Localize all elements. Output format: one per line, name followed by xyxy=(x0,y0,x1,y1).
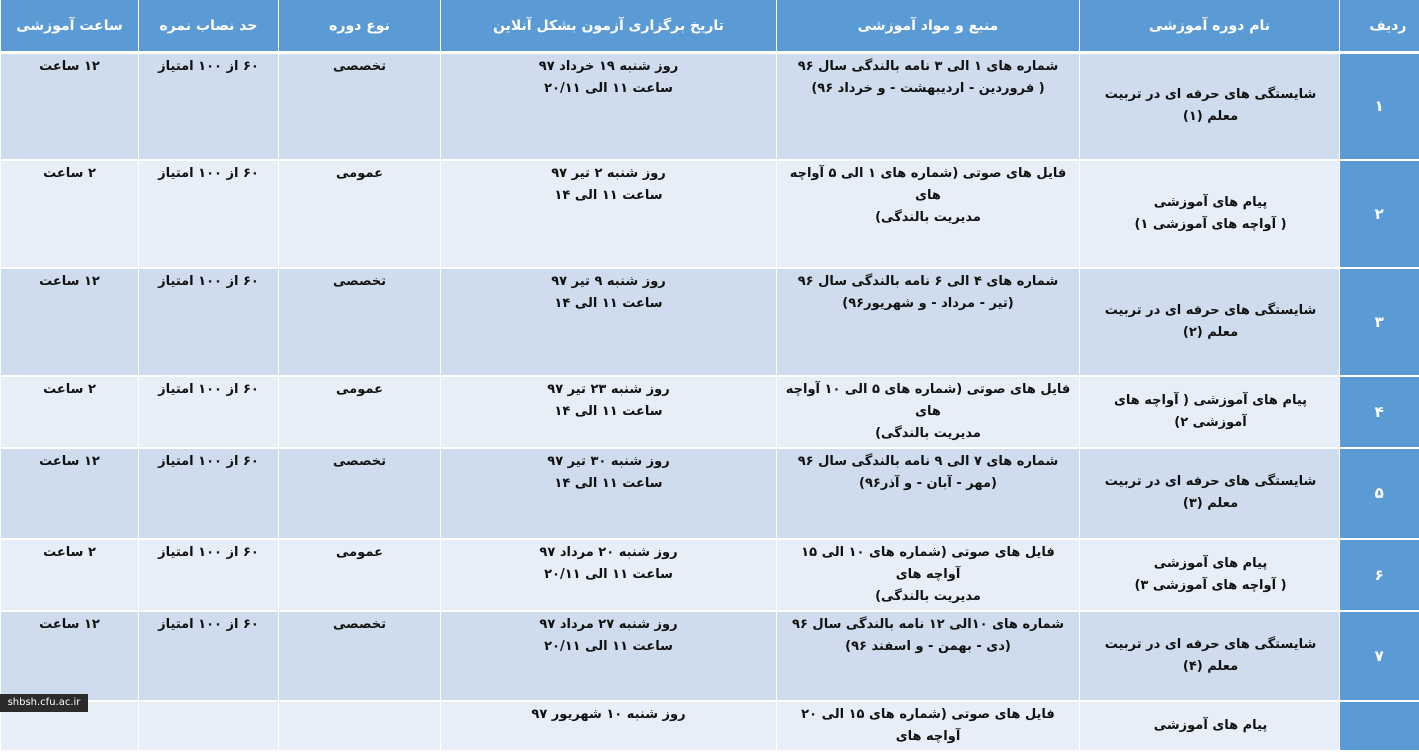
pass-score: ۶۰ از ۱۰۰ امتیاز xyxy=(139,268,279,376)
course-type: عمومی xyxy=(279,539,441,611)
training-hours: ۲ ساعت xyxy=(1,539,139,611)
pass-score xyxy=(139,701,279,751)
course-type: تخصصی xyxy=(279,268,441,376)
course-name: شایستگی های حرفه ای در تربیت معلم (۲) xyxy=(1080,268,1340,376)
course-source: شماره های ۴ الی ۶ نامه بالندگی سال ۹۶ (تیر - مرداد - و شهریور۹۶) xyxy=(777,268,1080,376)
course-name: شایستگی های حرفه ای در تربیت معلم (۳) xyxy=(1080,448,1340,539)
row-number: ۴ xyxy=(1340,376,1419,448)
exam-date: روز شنبه ۲۷ مرداد ۹۷ ساعت ۱۱ الی ۲۰/۱۱ xyxy=(441,611,777,701)
training-hours: ۲ ساعت xyxy=(1,376,139,448)
training-hours: ۱۲ ساعت xyxy=(1,53,139,160)
table-row xyxy=(1,53,1419,160)
course-source: فایل های صوتی (شماره های ۱ الی ۵ آواچه های مدیریت بالندگی) xyxy=(777,160,1080,268)
header-course-type: نوع دوره xyxy=(279,0,441,53)
course-type xyxy=(279,701,441,751)
training-hours: ۱۲ ساعت xyxy=(1,611,139,701)
row-number: ۷ xyxy=(1340,611,1419,701)
exam-date: روز شنبه ۳۰ تیر ۹۷ ساعت ۱۱ الی ۱۴ xyxy=(441,448,777,539)
training-hours: ۲ ساعت xyxy=(1,160,139,268)
row-number: ۲ xyxy=(1340,160,1419,268)
course-name: شایستگی های حرفه ای در تربیت معلم (۱) xyxy=(1080,53,1340,160)
course-source: فایل های صوتی (شماره های ۱۵ الی ۲۰ آواچه های xyxy=(777,701,1080,751)
pass-score: ۶۰ از ۱۰۰ امتیاز xyxy=(139,160,279,268)
table-row xyxy=(1,376,1419,448)
site-watermark: shbsh.cfu.ac.ir xyxy=(0,694,88,712)
row-number: ۱ xyxy=(1340,53,1419,160)
header-course-name: نام دوره آموزشی xyxy=(1080,0,1340,53)
table-row xyxy=(1,539,1419,611)
course-source: شماره های ۱ الی ۳ نامه بالندگی سال ۹۶ ( فروردین - اردیبهشت - و خرداد ۹۶) xyxy=(777,53,1080,160)
header-source: منبع و مواد آموزشی xyxy=(777,0,1080,53)
row-number xyxy=(1340,701,1419,751)
exam-date: روز شنبه ۲۳ تیر ۹۷ ساعت ۱۱ الی ۱۴ xyxy=(441,376,777,448)
table-row xyxy=(1,611,1419,701)
table-row xyxy=(1,268,1419,376)
course-source: فایل های صوتی (شماره های ۱۰ الی ۱۵ آواچه های مدیریت بالندگی) xyxy=(777,539,1080,611)
exam-date: روز شنبه ۱۰ شهریور ۹۷ xyxy=(441,701,777,751)
exam-date: روز شنبه ۲ تیر ۹۷ ساعت ۱۱ الی ۱۴ xyxy=(441,160,777,268)
exam-date: روز شنبه ۹ تیر ۹۷ ساعت ۱۱ الی ۱۴ xyxy=(441,268,777,376)
table-row xyxy=(1,448,1419,539)
course-source: فایل های صوتی (شماره های ۵ الی ۱۰ آواچه های مدیریت بالندگی) xyxy=(777,376,1080,448)
pass-score: ۶۰ از ۱۰۰ امتیاز xyxy=(139,448,279,539)
course-type: تخصصی xyxy=(279,611,441,701)
training-hours: ۱۲ ساعت xyxy=(1,268,139,376)
pass-score: ۶۰ از ۱۰۰ امتیاز xyxy=(139,376,279,448)
course-name: پیام های آموزشی ( آواچه های آموزشی ۲) xyxy=(1080,376,1340,448)
course-name: پیام های آموزشی xyxy=(1080,701,1340,751)
course-source: شماره های ۱۰الی ۱۲ نامه بالندگی سال ۹۶ (دی - بهمن - و اسفند ۹۶) xyxy=(777,611,1080,701)
course-name: شایستگی های حرفه ای در تربیت معلم (۴) xyxy=(1080,611,1340,701)
header-row xyxy=(1,0,1419,53)
row-number: ۳ xyxy=(1340,268,1419,376)
training-hours: ۱۲ ساعت xyxy=(1,448,139,539)
course-type: تخصصی xyxy=(279,53,441,160)
pass-score: ۶۰ از ۱۰۰ امتیاز xyxy=(139,611,279,701)
course-type: عمومی xyxy=(279,376,441,448)
exam-date: روز شنبه ۲۰ مرداد ۹۷ ساعت ۱۱ الی ۲۰/۱۱ xyxy=(441,539,777,611)
course-source: شماره های ۷ الی ۹ نامه بالندگی سال ۹۶ (مهر - آبان - و آذر۹۶) xyxy=(777,448,1080,539)
course-type: عمومی xyxy=(279,160,441,268)
course-name: پیام های آموزشی ( آواچه های آموزشی ۱) xyxy=(1080,160,1340,268)
course-type: تخصصی xyxy=(279,448,441,539)
row-number: ۵ xyxy=(1340,448,1419,539)
pass-score: ۶۰ از ۱۰۰ امتیاز xyxy=(139,53,279,160)
pass-score: ۶۰ از ۱۰۰ امتیاز xyxy=(139,539,279,611)
header-row-number: ردیف xyxy=(1340,0,1419,53)
exam-date: روز شنبه ۱۹ خرداد ۹۷ ساعت ۱۱ الی ۲۰/۱۱ xyxy=(441,53,777,160)
table-row xyxy=(1,160,1419,268)
header-training-hours: ساعت آموزشی xyxy=(1,0,139,53)
table-row xyxy=(1,701,1419,751)
header-pass-score: حد نصاب نمره xyxy=(139,0,279,53)
row-number: ۶ xyxy=(1340,539,1419,611)
course-name: پیام های آموزشی ( آواچه های آموزشی ۳) xyxy=(1080,539,1340,611)
header-exam-date: تاریخ برگزاری آزمون بشکل آنلاین xyxy=(441,0,777,53)
